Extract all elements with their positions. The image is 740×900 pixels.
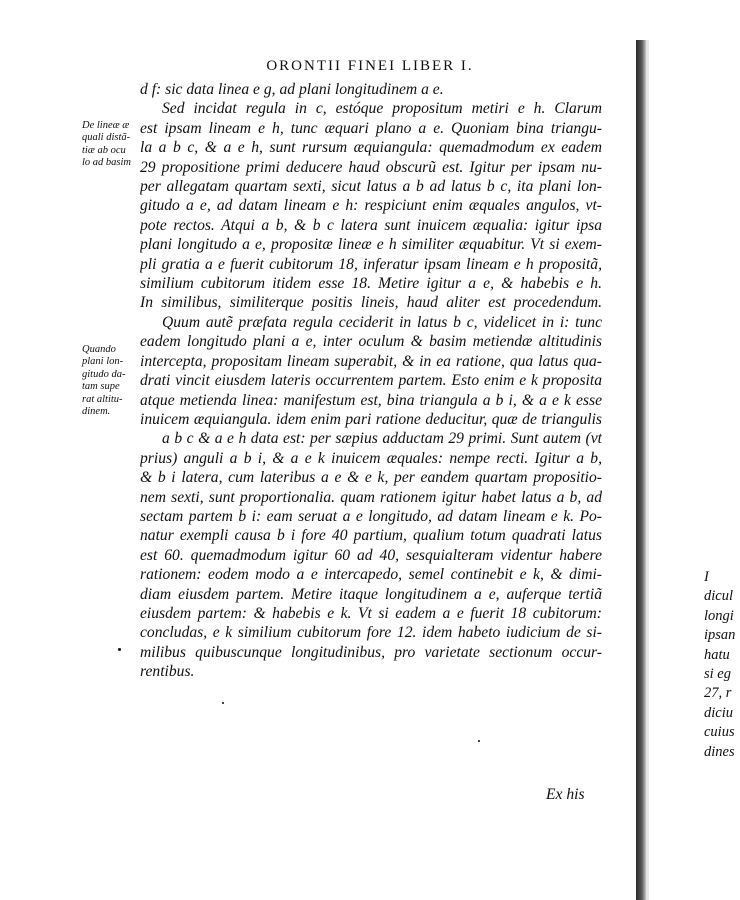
text-line: est ipsam lineam e h, tunc æquari plano a e. Quoniam bina triangu- — [140, 119, 602, 137]
text-line: similium cubitorum itidem esse 18. Metire igitur a e, & habebis e h. — [140, 275, 602, 293]
facing-line: ipsan — [704, 627, 736, 644]
text-line: diam eiusdem partem. Metire itaque longitudinem a e, auferque tertiã — [140, 585, 602, 603]
text-line: pli gratia a e fuerit cubitorum 18, inferatur ipsam lineam e h propositã, — [140, 255, 602, 273]
margin-note-line: plani lon- — [82, 356, 124, 368]
text-line: est 60. quemadmodum igitur 60 ad 40, sesquialteram videntur habere — [140, 546, 602, 564]
margin-note-line: quali distã- — [82, 132, 131, 144]
text-line: Sed incidat regula in c, estóque propositum metiri e h. Clarum — [162, 100, 602, 118]
running-title: ORONTII FINEI LIBER I. — [266, 58, 474, 74]
facing-line: dicul — [704, 588, 733, 605]
text-line: plani longitudo a e, propositæ lineæ e h similiter æquabitur. Vt si exem- — [140, 236, 602, 254]
margin-note-line: rat altitu- — [82, 393, 123, 405]
text-line: atque metienda linea: manifestum est, bina triangula a b i, & a e k esse — [140, 391, 602, 409]
catchword: Ex his — [546, 786, 585, 803]
text-line: rationem: eodem modo a e intercapedo, semel continebit e k, & dimi- — [140, 566, 602, 584]
text-line: In similibus, similiterque positis lineis, haud aliter est procedendum. — [140, 294, 602, 312]
text-line: pote rectos. Atqui a b, & b c latera sunt inuicem æqualia: igitur ipsa — [140, 216, 602, 234]
text-line: Quum autẽ præfata regula ceciderit in latus b c, videlicet in i: tunc — [162, 313, 602, 331]
text-line: sectam partem b i: eam seruat a e longitudo, ad datam lineam e k. Po- — [140, 507, 602, 525]
text-line: rentibus. — [140, 663, 195, 681]
text-line: eiusdem partem: & habebis e k. Vt si eadem a e fuerit 18 cubitorum: — [140, 604, 602, 622]
margin-note-line: lo ad basim — [82, 157, 132, 169]
text-line: la a b c, & a e h, sunt rursum æquiangula: quemadmodum ex eadem — [140, 139, 602, 157]
text-line: milibus quibuscunque longitudinibus, pro varietate sectionum occur- — [140, 643, 602, 661]
text-line: drati vincit eiusdem lateris occurrentem partem. Esto enim e k proposita — [140, 372, 602, 390]
facing-line: hatu — [704, 646, 730, 663]
text-line: 29 propositione primi deducere haud obscurũ est. Igitur per ipsam nu- — [140, 158, 602, 176]
facing-line: diciu — [704, 704, 733, 721]
text-line: intercepta, propositam lineam superabit, & in ea ratione, qua latus qua- — [140, 352, 602, 370]
text-line: & b i latera, cum lateribus a e & e k, per eandem quartam propositio- — [140, 469, 602, 487]
facing-line: si eg — [704, 666, 731, 683]
ink-speck — [118, 648, 121, 651]
text-line: prius) anguli a b i, & a e k inuicem æquales: nempe recti. Igitur a b, — [140, 449, 602, 467]
margin-note-line: dinem. — [82, 406, 111, 418]
margin-note-line: De lineæ æ — [82, 120, 130, 131]
text-line: per allegatam quartam sexti, sicut latus a b ad latus b c, ita plani lon- — [140, 178, 602, 196]
facing-line: 27, r — [704, 685, 732, 702]
facing-page-text — [704, 568, 740, 762]
ink-speck — [222, 702, 224, 704]
facing-page-edge — [646, 40, 649, 900]
margin-note-line: tiæ ab ocu — [82, 144, 126, 156]
facing-line: cuius — [704, 724, 735, 741]
margin-note-1 — [82, 120, 140, 170]
text-line: inuicem æquiangula. idem enim pari ratione deducitur, quæ de triangulis — [140, 410, 602, 428]
margin-note-line: tam supe — [82, 381, 120, 393]
body-text — [140, 80, 602, 682]
margin-note-line: Quando — [82, 344, 116, 355]
facing-line: dines — [704, 743, 735, 760]
margin-note-line: gitudo da- — [82, 368, 126, 380]
facing-line: I — [704, 569, 709, 585]
text-line: concludas, e k similium cubitorum fore 12. idem habeto iudicium de si- — [140, 624, 602, 642]
text-line: nem sexti, sunt proportionalia. quam rationem igitur habet latus a b, ad — [140, 488, 602, 506]
text-line: a b c & a e h data est: per sæpius adductam 29 primi. Sunt autem (vt — [162, 430, 602, 448]
text-line: natur exempli causa b i fore 40 partium, qualium totum quadrati latus — [140, 527, 602, 545]
text-line: d f: sic data linea e g, ad plani longitudinem a e. — [140, 81, 444, 98]
margin-note-2 — [82, 344, 140, 418]
page-gutter-shadow — [636, 40, 646, 900]
ink-speck — [478, 740, 480, 742]
text-line: eadem longitudo plani a e, inter oculum & basim metiendæ altitudinis — [140, 333, 602, 351]
text-line: gitudo a e, ad datam lineam e h: respiciunt enim æquales angulos, vt- — [140, 197, 602, 215]
facing-line: longi — [704, 607, 734, 624]
